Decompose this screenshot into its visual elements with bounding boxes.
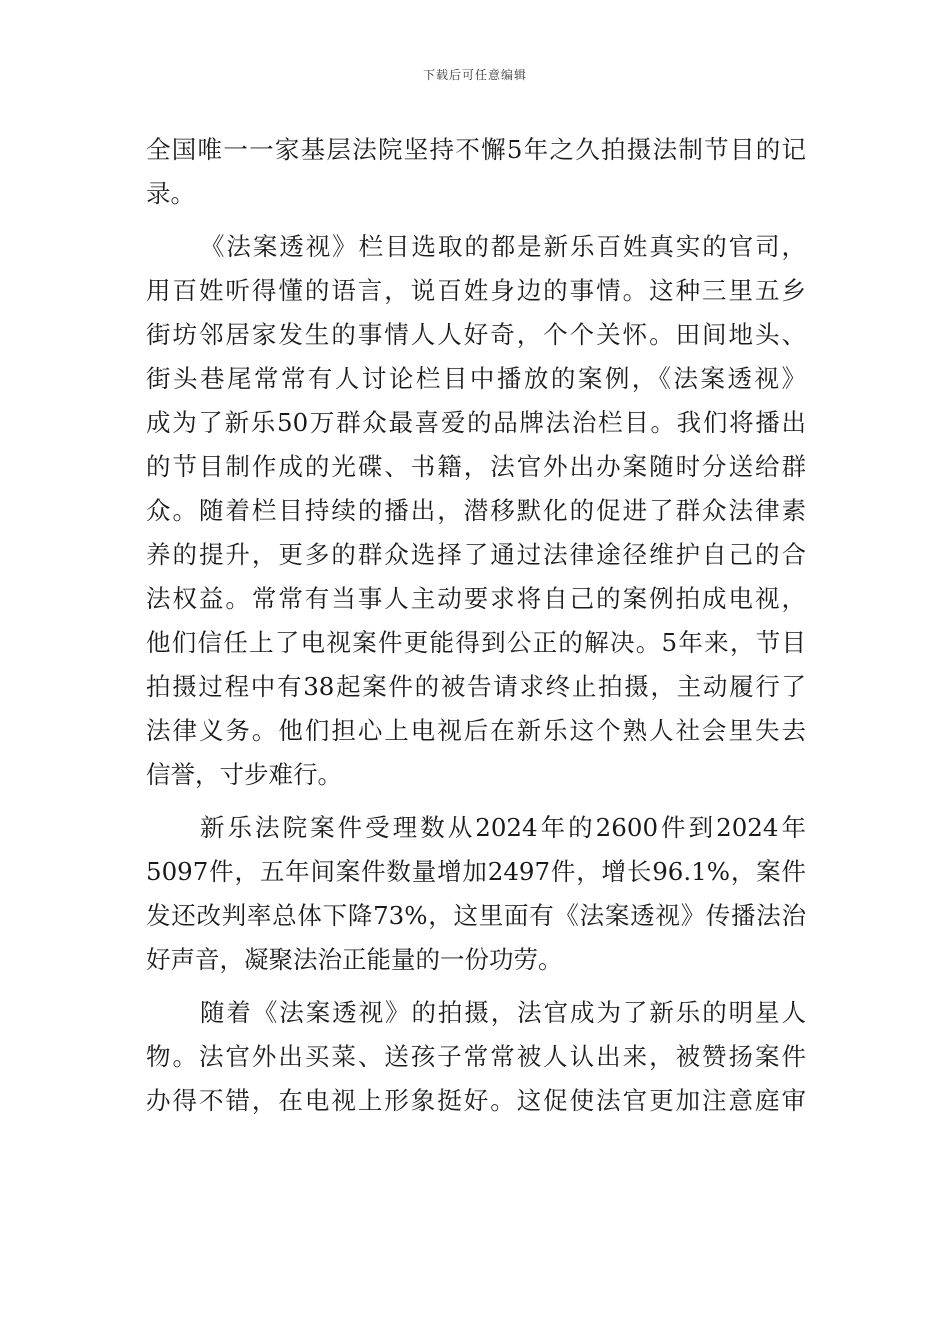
- text-line: 信誉，寸步难行。: [146, 760, 342, 789]
- text-line: 用百姓听得懂的语言，说百姓身边的事情。这种三里五乡: [146, 276, 806, 305]
- text-line: 拍摄过程中有38起案件的被告请求终止拍摄，主动履行了: [146, 672, 806, 701]
- text-line: 他们信任上了电视案件更能得到公正的解决。5年来，节目: [146, 628, 806, 657]
- text-line: 众。随着栏目持续的播出，潜移默化的促进了群众法律素: [146, 496, 806, 525]
- text-line: 街头巷尾常常有人讨论栏目中播放的案例，《法案透视》: [146, 364, 806, 393]
- text-line: 街坊邻居家发生的事情人人好奇，个个关怀。田间地头、: [146, 320, 806, 349]
- page-header: 下载后可任意编辑: [422, 68, 527, 82]
- text-line: 的节目制作成的光碟、书籍，法官外出办案随时分送给群: [146, 452, 806, 481]
- text-line: 好声音，凝聚法治正能量的一份功劳。: [146, 945, 563, 974]
- text-line: 物。法官外出买菜、送孩子常常被人认出来，被赞扬案件: [146, 1042, 806, 1071]
- text-line: 法律义务。他们担心上电视后在新乐这个熟人社会里失去: [146, 716, 806, 745]
- text-line: 办得不错，在电视上形象挺好。这促使法官更加注意庭审: [146, 1086, 806, 1115]
- text-line: 法权益。常常有当事人主动要求将自己的案例拍成电视，: [146, 584, 806, 613]
- paragraph: [146, 806, 806, 982]
- text-line: 成为了新乐50万群众最喜爱的品牌法治栏目。我们将播出: [146, 408, 806, 437]
- text-line: 《法案透视》栏目选取的都是新乐百姓真实的官司，: [200, 232, 806, 261]
- text-line: 录。: [146, 179, 195, 208]
- text-line: 5097件，五年间案件数量增加2497件，增长96.1%，案件: [146, 857, 806, 886]
- paragraph: [146, 128, 806, 216]
- text-line: 发还改判率总体下降73%，这里面有《法案透视》传播法治: [146, 901, 806, 930]
- text-line: 养的提升，更多的群众选择了通过法律途径维护自己的合: [146, 540, 806, 569]
- text-line: 新乐法院案件受理数从2024年的2600件到2024年: [200, 813, 806, 842]
- paragraph: [146, 991, 806, 1123]
- document-body: [146, 128, 806, 1123]
- text-line: 全国唯一一家基层法院坚持不懈5年之久拍摄法制节目的记: [146, 135, 806, 164]
- paragraph: [146, 225, 806, 797]
- text-line: 随着《法案透视》的拍摄，法官成为了新乐的明星人: [200, 998, 806, 1027]
